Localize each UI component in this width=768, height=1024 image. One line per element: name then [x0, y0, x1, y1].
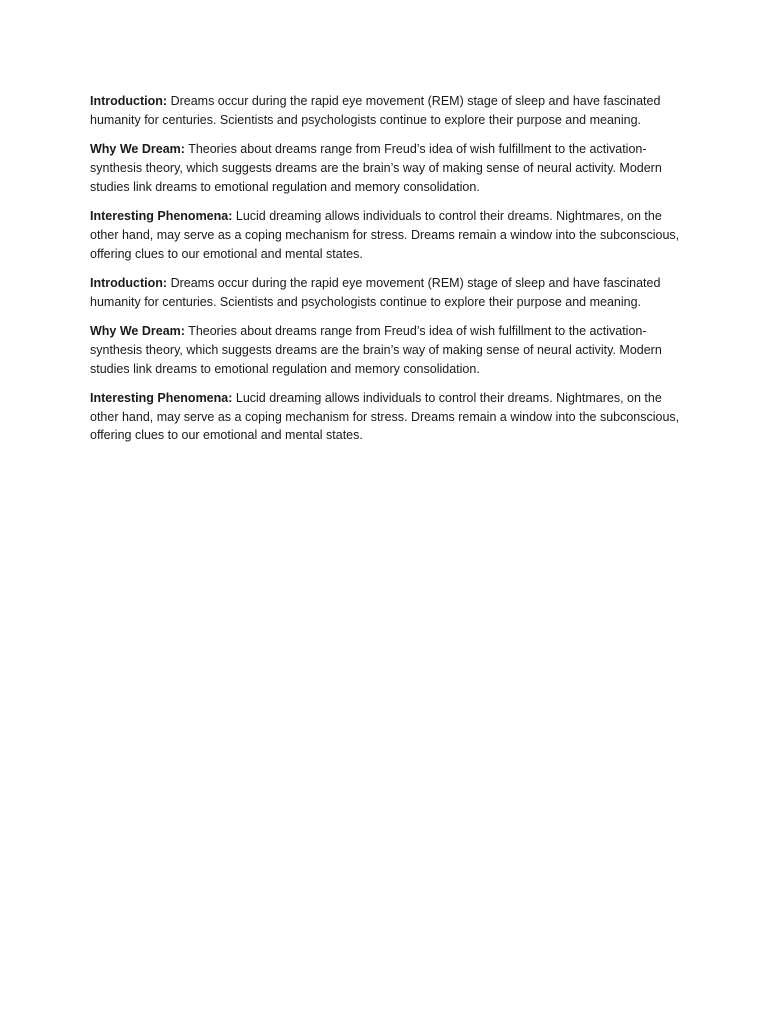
- paragraph-text: Lucid dreaming allows individuals to control their dreams. Nightmares, on the other hand, may serve as a coping mechanism for stress. Dreams remain a window into the subconscious, offering clues to our emotional and mental states.: [90, 208, 680, 261]
- paragraph-introduction: [90, 92, 680, 130]
- paragraph-why-we-dream-repeat: [90, 322, 680, 378]
- paragraph-text: Dreams occur during the rapid eye movement (REM) stage of sleep and have fascinated humanity for centuries. Scientists and psychologists continue to explore their purpose and meaning.: [90, 275, 661, 309]
- paragraph-heading: Why We Dream:: [90, 142, 185, 157]
- paragraph-text: Lucid dreaming allows individuals to control their dreams. Nightmares, on the other hand, may serve as a coping mechanism for stress. Dreams remain a window into the subconscious, offering clues to our emotional and mental states.: [90, 390, 680, 443]
- paragraph-heading: Interesting Phenomena:: [90, 208, 233, 223]
- paragraph-heading: Why We Dream:: [90, 323, 185, 338]
- paragraph-heading: Introduction:: [90, 94, 168, 108]
- paragraph-heading: Interesting Phenomena:: [90, 390, 233, 405]
- document-body: [90, 92, 680, 456]
- paragraph-interesting-phenomena: [90, 207, 680, 263]
- paragraph-text: Theories about dreams range from Freud’s idea of wish fulfillment to the activation-synthesis theory, which suggests dreams are the brain’s way of making sense of neural activity. Modern studies link dreams to emotional regulation and memory consolidation.: [90, 323, 662, 376]
- paragraph-interesting-phenomena-repeat: [90, 389, 680, 445]
- paragraph-heading: Introduction:: [90, 275, 168, 290]
- paragraph-text: Theories about dreams range from Freud’s idea of wish fulfillment to the activation-synthesis theory, which suggests dreams are the brain’s way of making sense of neural activity. Modern studies link dreams to emotional regulation and memory consolidation.: [90, 142, 662, 194]
- paragraph-text: Dreams occur during the rapid eye movement (REM) stage of sleep and have fascinated humanity for centuries. Scientists and psychologists continue to explore their purpose and meaning.: [90, 94, 661, 127]
- paragraph-introduction-repeat: [90, 274, 680, 312]
- paragraph-why-we-dream: [90, 140, 680, 196]
